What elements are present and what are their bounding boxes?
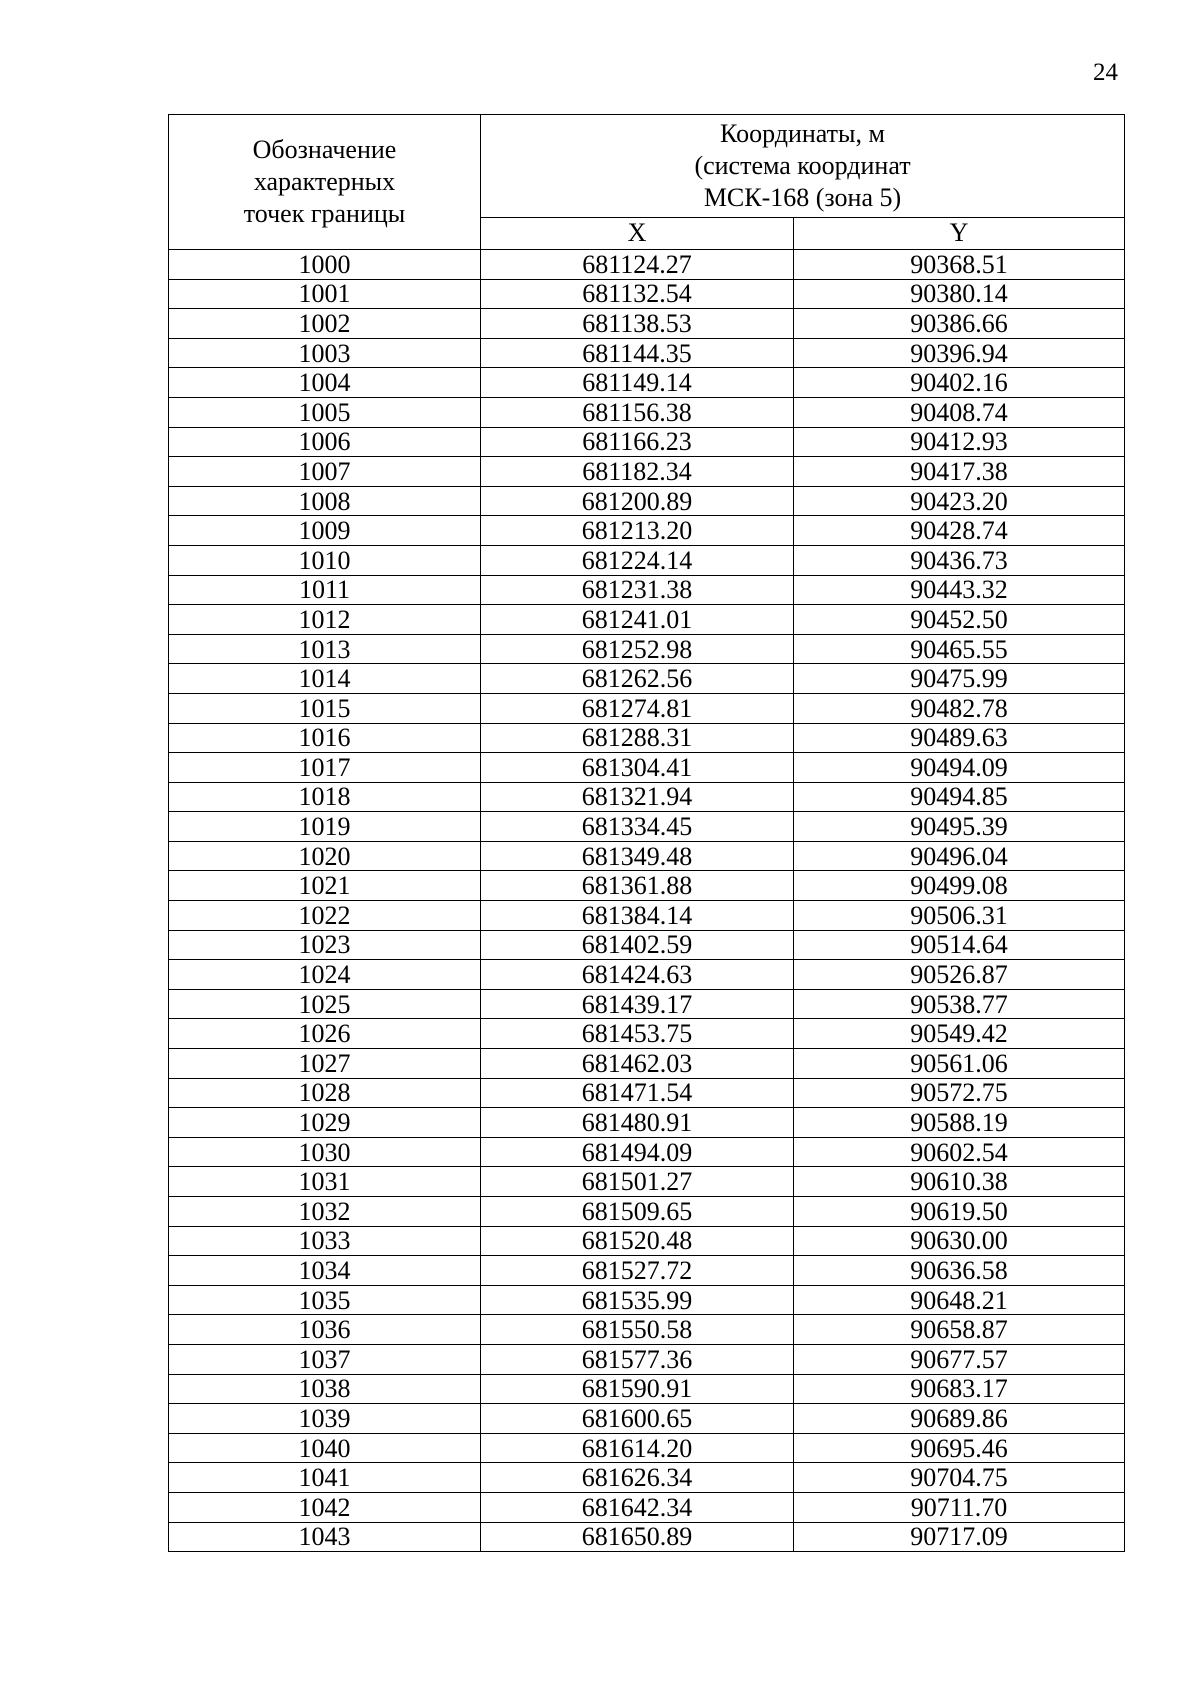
y-coordinate-cell: 90561.06 xyxy=(794,1049,1125,1079)
y-coordinate-cell: 90704.75 xyxy=(794,1463,1125,1493)
table-row xyxy=(169,930,1125,960)
point-id-cell: 1012 xyxy=(169,605,481,635)
table-row xyxy=(169,309,1125,339)
x-coordinate-cell: 681304.41 xyxy=(481,753,794,783)
y-coordinate-cell: 90619.50 xyxy=(794,1197,1125,1227)
point-id-cell: 1014 xyxy=(169,664,481,694)
point-id-cell: 1008 xyxy=(169,486,481,516)
table-row xyxy=(169,457,1125,487)
y-coordinate-cell: 90386.66 xyxy=(794,309,1125,339)
header-row xyxy=(169,115,1125,218)
table-row xyxy=(169,664,1125,694)
y-coordinate-cell: 90630.00 xyxy=(794,1226,1125,1256)
x-coordinate-cell: 681384.14 xyxy=(481,901,794,931)
y-coordinate-cell: 90380.14 xyxy=(794,279,1125,309)
table-row xyxy=(169,1463,1125,1493)
table-row xyxy=(169,1019,1125,1049)
table-row xyxy=(169,723,1125,753)
y-coordinate-cell: 90658.87 xyxy=(794,1315,1125,1345)
point-id-cell: 1013 xyxy=(169,634,481,664)
x-coordinate-cell: 681509.65 xyxy=(481,1197,794,1227)
x-coordinate-cell: 681349.48 xyxy=(481,841,794,871)
x-coordinate-cell: 681252.98 xyxy=(481,634,794,664)
table-row xyxy=(169,1492,1125,1522)
y-coordinate-cell: 90717.09 xyxy=(794,1522,1125,1552)
x-coordinate-cell: 681626.34 xyxy=(481,1463,794,1493)
point-id-cell: 1006 xyxy=(169,427,481,457)
x-coordinate-cell: 681200.89 xyxy=(481,486,794,516)
x-coordinate-cell: 681600.65 xyxy=(481,1404,794,1434)
y-coordinate-cell: 90436.73 xyxy=(794,545,1125,575)
table-row xyxy=(169,1522,1125,1552)
point-id-cell: 1033 xyxy=(169,1226,481,1256)
x-coordinate-cell: 681439.17 xyxy=(481,989,794,1019)
table-row xyxy=(169,841,1125,871)
page-number: 24 xyxy=(1093,59,1118,86)
table-row xyxy=(169,753,1125,783)
y-coordinate-cell: 90695.46 xyxy=(794,1433,1125,1463)
x-coordinate-cell: 681224.14 xyxy=(481,545,794,575)
table-row xyxy=(169,1315,1125,1345)
coordinates-table xyxy=(168,114,1125,1552)
x-coordinate-cell: 681132.54 xyxy=(481,279,794,309)
x-coordinate-cell: 681462.03 xyxy=(481,1049,794,1079)
y-coordinate-cell: 90496.04 xyxy=(794,841,1125,871)
point-id-cell: 1004 xyxy=(169,368,481,398)
y-coordinate-cell: 90648.21 xyxy=(794,1285,1125,1315)
point-id-cell: 1036 xyxy=(169,1315,481,1345)
point-id-cell: 1041 xyxy=(169,1463,481,1493)
point-id-cell: 1016 xyxy=(169,723,481,753)
x-coordinate-cell: 681182.34 xyxy=(481,457,794,487)
point-id-cell: 1010 xyxy=(169,545,481,575)
table-row xyxy=(169,1137,1125,1167)
table-row xyxy=(169,1374,1125,1404)
table-row xyxy=(169,605,1125,635)
x-coordinate-cell: 681231.38 xyxy=(481,575,794,605)
y-coordinate-cell: 90475.99 xyxy=(794,664,1125,694)
y-coordinate-cell: 90506.31 xyxy=(794,901,1125,931)
table-row xyxy=(169,427,1125,457)
point-id-cell: 1043 xyxy=(169,1522,481,1552)
y-coordinate-cell: 90711.70 xyxy=(794,1492,1125,1522)
y-coordinate-cell: 90538.77 xyxy=(794,989,1125,1019)
y-coordinate-cell: 90423.20 xyxy=(794,486,1125,516)
point-id-cell: 1022 xyxy=(169,901,481,931)
point-id-cell: 1021 xyxy=(169,871,481,901)
point-id-cell: 1015 xyxy=(169,693,481,723)
x-coordinate-cell: 681402.59 xyxy=(481,930,794,960)
y-coordinate-cell: 90412.93 xyxy=(794,427,1125,457)
point-id-cell: 1020 xyxy=(169,841,481,871)
y-coordinate-cell: 90408.74 xyxy=(794,397,1125,427)
y-coordinate-cell: 90402.16 xyxy=(794,368,1125,398)
table-row xyxy=(169,545,1125,575)
table-header xyxy=(169,115,1125,250)
y-coordinate-cell: 90677.57 xyxy=(794,1344,1125,1374)
point-id-cell: 1037 xyxy=(169,1344,481,1374)
table-row xyxy=(169,960,1125,990)
point-id-cell: 1005 xyxy=(169,397,481,427)
table-row xyxy=(169,368,1125,398)
point-id-cell: 1032 xyxy=(169,1197,481,1227)
table-row xyxy=(169,693,1125,723)
x-coordinate-cell: 681590.91 xyxy=(481,1374,794,1404)
x-coordinate-cell: 681501.27 xyxy=(481,1167,794,1197)
table-row xyxy=(169,486,1125,516)
point-id-cell: 1019 xyxy=(169,812,481,842)
y-coordinate-cell: 90499.08 xyxy=(794,871,1125,901)
point-id-cell: 1009 xyxy=(169,516,481,546)
point-id-cell: 1002 xyxy=(169,309,481,339)
table-row xyxy=(169,782,1125,812)
y-coordinate-cell: 90443.32 xyxy=(794,575,1125,605)
table-row xyxy=(169,1078,1125,1108)
table-row xyxy=(169,1404,1125,1434)
x-coordinate-cell: 681527.72 xyxy=(481,1256,794,1286)
point-id-cell: 1039 xyxy=(169,1404,481,1434)
table-row xyxy=(169,279,1125,309)
point-id-cell: 1023 xyxy=(169,930,481,960)
point-id-cell: 1011 xyxy=(169,575,481,605)
y-coordinate-cell: 90428.74 xyxy=(794,516,1125,546)
y-coordinate-cell: 90495.39 xyxy=(794,812,1125,842)
y-coordinate-cell: 90683.17 xyxy=(794,1374,1125,1404)
table-row xyxy=(169,901,1125,931)
point-id-cell: 1029 xyxy=(169,1108,481,1138)
x-coordinate-cell: 681577.36 xyxy=(481,1344,794,1374)
x-coordinate-cell: 681494.09 xyxy=(481,1137,794,1167)
table-row xyxy=(169,871,1125,901)
point-designation-header: Обозначение характерных точек границы xyxy=(169,115,481,250)
y-coordinate-cell: 90526.87 xyxy=(794,960,1125,990)
x-coordinate-cell: 681424.63 xyxy=(481,960,794,990)
y-coordinate-cell: 90465.55 xyxy=(794,634,1125,664)
y-coordinate-cell: 90549.42 xyxy=(794,1019,1125,1049)
point-id-cell: 1003 xyxy=(169,338,481,368)
y-coordinate-cell: 90494.09 xyxy=(794,753,1125,783)
table-row xyxy=(169,1167,1125,1197)
table-row xyxy=(169,1049,1125,1079)
table-row xyxy=(169,575,1125,605)
x-coordinate-cell: 681149.14 xyxy=(481,368,794,398)
table-row xyxy=(169,1344,1125,1374)
point-id-cell: 1034 xyxy=(169,1256,481,1286)
x-coordinate-cell: 681274.81 xyxy=(481,693,794,723)
x-coordinate-cell: 681241.01 xyxy=(481,605,794,635)
point-id-cell: 1028 xyxy=(169,1078,481,1108)
x-coordinate-cell: 681642.34 xyxy=(481,1492,794,1522)
point-id-cell: 1027 xyxy=(169,1049,481,1079)
point-id-cell: 1026 xyxy=(169,1019,481,1049)
point-id-cell: 1038 xyxy=(169,1374,481,1404)
point-id-cell: 1018 xyxy=(169,782,481,812)
x-coordinate-cell: 681614.20 xyxy=(481,1433,794,1463)
point-id-cell: 1017 xyxy=(169,753,481,783)
point-id-cell: 1042 xyxy=(169,1492,481,1522)
y-column-header: Y xyxy=(794,217,1125,249)
table-row xyxy=(169,338,1125,368)
y-coordinate-cell: 90689.86 xyxy=(794,1404,1125,1434)
x-coordinate-cell: 681520.48 xyxy=(481,1226,794,1256)
coordinates-group-header: Координаты, м (система координат МСК-168 (зона 5) xyxy=(481,115,1125,218)
y-coordinate-cell: 90368.51 xyxy=(794,250,1125,280)
y-coordinate-cell: 90494.85 xyxy=(794,782,1125,812)
table-row xyxy=(169,1256,1125,1286)
table-row xyxy=(169,1197,1125,1227)
x-coordinate-cell: 681650.89 xyxy=(481,1522,794,1552)
point-id-cell: 1025 xyxy=(169,989,481,1019)
y-coordinate-cell: 90417.38 xyxy=(794,457,1125,487)
y-coordinate-cell: 90602.54 xyxy=(794,1137,1125,1167)
y-coordinate-cell: 90489.63 xyxy=(794,723,1125,753)
x-coordinate-cell: 681550.58 xyxy=(481,1315,794,1345)
point-id-cell: 1035 xyxy=(169,1285,481,1315)
table-row xyxy=(169,1285,1125,1315)
x-coordinate-cell: 681288.31 xyxy=(481,723,794,753)
x-coordinate-cell: 681361.88 xyxy=(481,871,794,901)
table-row xyxy=(169,397,1125,427)
point-id-cell: 1024 xyxy=(169,960,481,990)
x-coordinate-cell: 681144.35 xyxy=(481,338,794,368)
y-coordinate-cell: 90396.94 xyxy=(794,338,1125,368)
table-row xyxy=(169,634,1125,664)
x-coordinate-cell: 681124.27 xyxy=(481,250,794,280)
table-row xyxy=(169,250,1125,280)
table-row xyxy=(169,989,1125,1019)
point-id-cell: 1001 xyxy=(169,279,481,309)
x-column-header: X xyxy=(481,217,794,249)
x-coordinate-cell: 681138.53 xyxy=(481,309,794,339)
x-coordinate-cell: 681213.20 xyxy=(481,516,794,546)
y-coordinate-cell: 90482.78 xyxy=(794,693,1125,723)
point-id-cell: 1040 xyxy=(169,1433,481,1463)
table-row xyxy=(169,1108,1125,1138)
table-body xyxy=(169,250,1125,1552)
y-coordinate-cell: 90610.38 xyxy=(794,1167,1125,1197)
x-coordinate-cell: 681453.75 xyxy=(481,1019,794,1049)
x-coordinate-cell: 681166.23 xyxy=(481,427,794,457)
y-coordinate-cell: 90452.50 xyxy=(794,605,1125,635)
point-id-cell: 1007 xyxy=(169,457,481,487)
y-coordinate-cell: 90636.58 xyxy=(794,1256,1125,1286)
table-row xyxy=(169,1433,1125,1463)
y-coordinate-cell: 90588.19 xyxy=(794,1108,1125,1138)
x-coordinate-cell: 681321.94 xyxy=(481,782,794,812)
point-id-cell: 1030 xyxy=(169,1137,481,1167)
table-row xyxy=(169,516,1125,546)
x-coordinate-cell: 681471.54 xyxy=(481,1078,794,1108)
x-coordinate-cell: 681535.99 xyxy=(481,1285,794,1315)
point-id-cell: 1000 xyxy=(169,250,481,280)
y-coordinate-cell: 90514.64 xyxy=(794,930,1125,960)
x-coordinate-cell: 681262.56 xyxy=(481,664,794,694)
x-coordinate-cell: 681480.91 xyxy=(481,1108,794,1138)
table-row xyxy=(169,812,1125,842)
table-row xyxy=(169,1226,1125,1256)
y-coordinate-cell: 90572.75 xyxy=(794,1078,1125,1108)
point-id-cell: 1031 xyxy=(169,1167,481,1197)
x-coordinate-cell: 681156.38 xyxy=(481,397,794,427)
x-coordinate-cell: 681334.45 xyxy=(481,812,794,842)
